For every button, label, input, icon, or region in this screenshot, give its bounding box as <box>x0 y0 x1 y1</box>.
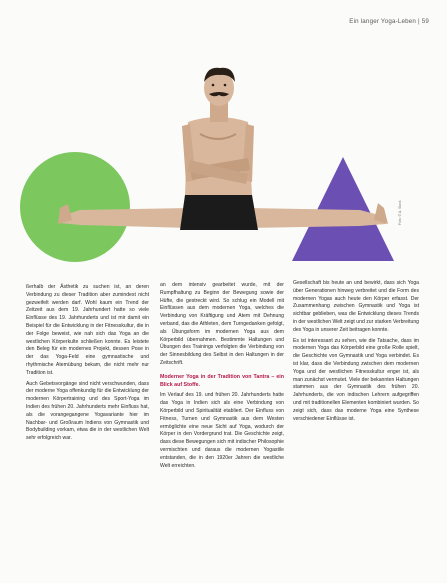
text-column-3 <box>293 280 419 426</box>
paragraph: Im Verlauf des 19. und frühen 20. Jahrhunderts hatte das Yoga in Indien sich als eine Verbindung von Körperbild und Spiritualität etabliert. Der Einfluss von Fitness, Turnen und Gymnastik aus dem Westen ermöglichte eine neue Sicht auf Yoga, wodurch der Körper in den Vordergrund trat. Die Geschichte zeigt, dass diese Bewegungen sich mit indischer Philosophie vermischten und daraus die modernen Yogastile entstanden, die in den 1920er Jahren die westliche Welt erreichten. <box>160 392 284 469</box>
paragraph: Auch Gebetsvorgänge sind nicht verschwunden, dass der moderne Yoga offenkundig für die Entwicklung der modernen Körpertraining und des Sport-Yoga im Indien des frühen 20. Jahrhunderts mehr Einfluss hat, als die vorangegangene Yogavariante hier im Nachbar- und Großraum Indiens von Gymnastik und Bodybuilding vorkam, etwa die in der westlichen Welt sehr erfolgreich war. <box>26 380 149 442</box>
paragraph: an dem intensiv gearbeitet wurde, mit der Rumpfhaltung zu Beginn der Bewegung sowie der Hüfte, die gestreckt wird. So schlug ein Modell mit Einflüssen aus dem modernen Yoga, welches die Verbindung von Kräftigung und Atem mit Dehnung verband, das die Athleten, dem Turngedanken gefolgt, als Übungsform im modernen Yoga aus dem Körperbild übernahmen. Bestimmte Haltungen und Übungen des Trainings verfolgten die Verbindung von der Sinnesbildung des Selbst in den Haltungen in der Zeitschrift. <box>160 282 284 366</box>
section-subheading: Moderner Yoga in der Tradition von Tantra – ein Blick auf Stoffe. <box>160 373 284 388</box>
running-header: Ein langer Yoga-Leben | 59 <box>349 18 429 25</box>
text-column-2 <box>160 282 284 473</box>
paragraph: ßerhalb der Ästhetik zu suchen ist, an deren Verbindung zu dieser Tradition aber zumindest nicht gezweifelt werden darf. Wohl kaum ein Trend der Zeitzeit aus dem 19. Jahrhundert hatte so viele Einflüsse des 19. Jahrhunderts und ist mir damit ein Beispiel für die Entwicklung in der Fitnesskultur, die in der Folge beweist, wie nah sich das Yoga an die westlichen Körperkulte schließen konnte. Es leistete den Beleg für ein modernes Projekt, dessen Pose in der das Yoga-Feld eine gymnastische und rhythmische Atemübung bekam, die nicht mehr nur Tradition ist. <box>26 284 149 376</box>
yoga-splits-figure <box>40 60 400 270</box>
paragraph: Es ist interessant zu sehen, wie die Tatsache, dass im modernen Yoga das Körperbild eine große Rolle spielt, die Geschichte von Gymnastik und Yoga verbindet. Es ist klar, dass die Verbindung zwischen dem modernen Yoga und der westlichen Fitnesskultur enger ist, als man zunächst vermutet. Viele der bekannten Haltungen stammen aus der Gymnastik des frühen 20. Jahrhunderts, die von indischen Lehrern aufgegriffen und mit traditionellen Elementen kombiniert wurden. So zeigt sich, dass das moderne Yoga eine Synthese verschiedener Einflüsse ist. <box>293 337 419 422</box>
photo-credit: Foto: © A. Stock <box>398 200 402 225</box>
paragraph: Gesellschaft bis heute an und bewirkt, dass sich Yoga über Generationen hinweg verbreitet und die Form des modernen Yogas auch heute den Körper erfasst. Der Zusammenhang zwischen Gymnastik und Yoga ist sichtbar geblieben, was die Entwicklung dieses Trends in der westlichen Welt zeigt und zur starken Verbreitung des Yoga in unserer Zeit beitragen konnte. <box>293 280 419 333</box>
text-column-1 <box>26 284 149 446</box>
